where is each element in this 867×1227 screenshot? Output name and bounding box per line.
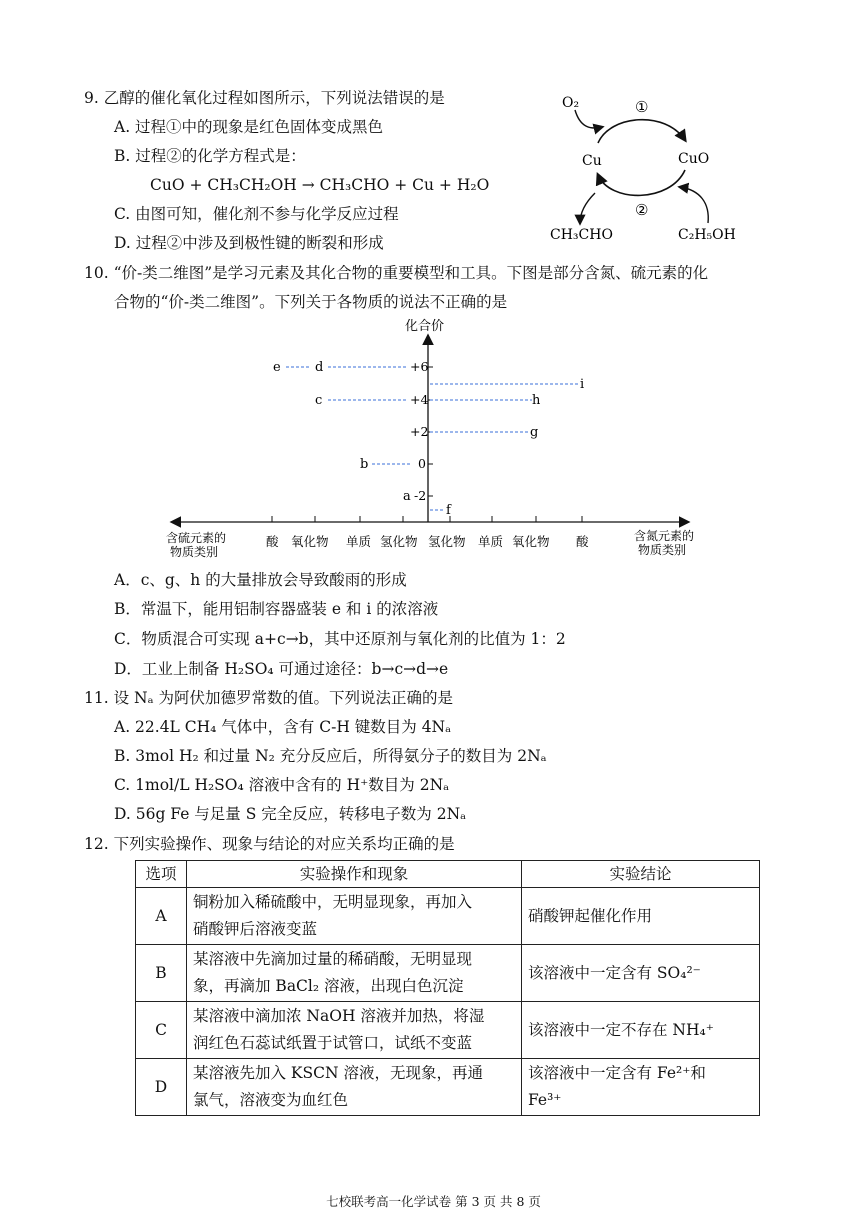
cuo-label: CuO [678, 151, 710, 167]
ch3cho-arrow [580, 193, 595, 223]
q9-option-a: A. 过程①中的现象是红色固体变成黑色 [114, 118, 384, 136]
header-conclusion: 实验结论 [522, 861, 760, 888]
q9-stem: 9. 乙醇的催化氧化过程如图所示，下列说法错误的是 [84, 89, 445, 107]
point-b: b [360, 457, 369, 472]
step2-label: ② [635, 201, 649, 219]
q12-stem: 12. 下列实验操作、现象与结论的对应关系均正确的是 [84, 835, 455, 853]
row-operation: 某溶液中先滴加过量的稀硝酸，无明显现 象，再滴加 BaCl₂ 溶液，出现白色沉淀 [187, 945, 522, 1002]
experiment-table [135, 860, 760, 1116]
q10-option-a: A．c、g、h 的大量排放会导致酸雨的形成 [114, 571, 407, 589]
point-c: c [315, 393, 323, 408]
header-operation: 实验操作和现象 [187, 861, 522, 888]
table-row [136, 1059, 760, 1116]
cat-s-element: 单质 [346, 534, 372, 549]
cu-label: Cu [582, 153, 602, 169]
valence-class-chart [160, 314, 710, 564]
right-axis-label-2: 物质类别 [638, 543, 687, 557]
q9-option-b: B. 过程②的化学方程式是： [114, 147, 306, 165]
q10-option-b: B．常温下，能用铝制容器盛装 e 和 i 的浓溶液 [114, 600, 439, 618]
row-conclusion: 该溶液中一定不存在 NH₄⁺ [522, 1002, 760, 1059]
left-axis-label-1: 含硫元素的 [166, 531, 227, 545]
right-axis-label-1: 含氮元素的 [634, 529, 695, 543]
step1-label: ① [635, 98, 649, 116]
cat-s-hydride: 氢化物 [380, 534, 418, 549]
q9-option-c: C. 由图可知，催化剂不参与化学反应过程 [114, 205, 399, 223]
tick-plus6: +6 [410, 359, 429, 374]
point-e: e [273, 360, 281, 375]
cat-n-acid: 酸 [576, 534, 589, 549]
row-conclusion: 硝酸钾起催化作用 [522, 888, 760, 945]
row-option: B [136, 945, 187, 1002]
page-footer: 七校联考高一化学试卷 第 3 页 共 8 页 [326, 1194, 541, 1209]
cat-n-oxide: 氧化物 [512, 534, 550, 549]
q11-option-d: D. 56g Fe 与足量 S 完全反应，转移电子数为 2Nₐ [114, 805, 467, 823]
q9-equation: CuO + CH₃CH₂OH → CH₃CHO + Cu + H₂O [150, 176, 490, 194]
row-option: A [136, 888, 187, 945]
header-option: 选项 [136, 861, 187, 888]
catalysis-cycle-diagram [540, 85, 765, 250]
row-operation: 某溶液先加入 KSCN 溶液，无现象，再通 氯气，溶液变为血红色 [187, 1059, 522, 1116]
q10-stem-line2: 合物的“价-类二维图”。下列关于各物质的说法不正确的是 [114, 293, 508, 311]
left-axis-label-2: 物质类别 [170, 545, 219, 559]
c2h5oh-arrow [680, 187, 708, 223]
q11-stem: 11. 设 Nₐ 为阿伏加德罗常数的值。下列说法正确的是 [84, 689, 453, 707]
point-f: f [446, 503, 451, 518]
cycle-arc-bottom [598, 170, 685, 195]
tick-plus2: +2 [410, 424, 429, 439]
ch3cho-label: CH₃CHO [550, 227, 613, 243]
cat-n-element: 单质 [478, 534, 504, 549]
cycle-arc-top [598, 120, 685, 143]
q10-stem-line1: 10. “价-类二维图”是学习元素及其化合物的重要模型和工具。下图是部分含氮、硫元素的化 [84, 264, 709, 282]
tick-minus2: -2 [414, 488, 427, 503]
c2h5oh-label: C₂H₅OH [678, 227, 736, 243]
y-axis-label: 化合价 [405, 319, 445, 334]
q10-option-d: D．工业上制备 H₂SO₄ 可通过途径：b→c→d→e [114, 660, 449, 678]
table-header-row [136, 861, 760, 888]
point-i: i [580, 377, 585, 392]
cat-s-oxide: 氧化物 [291, 534, 329, 549]
row-option: D [136, 1059, 187, 1116]
o2-arrow [575, 110, 602, 128]
o2-label: O₂ [562, 95, 580, 111]
cat-s-acid: 酸 [266, 534, 279, 549]
q11-option-a: A. 22.4L CH₄ 气体中，含有 C-H 键数目为 4Nₐ [114, 718, 452, 736]
q10-option-c: C．物质混合可实现 a+c→b，其中还原剂与氧化剂的比值为 1：2 [114, 630, 566, 648]
q11-option-c: C. 1mol/L H₂SO₄ 溶液中含有的 H⁺数目为 2Nₐ [114, 776, 450, 794]
cat-n-hydride: 氢化物 [428, 534, 466, 549]
row-option: C [136, 1002, 187, 1059]
table-row [136, 1002, 760, 1059]
table-row [136, 945, 760, 1002]
row-operation: 铜粉加入稀硫酸中，无明显现象，再加入 硝酸钾后溶液变蓝 [187, 888, 522, 945]
row-conclusion: 该溶液中一定含有 Fe²⁺和 Fe³⁺ [522, 1059, 760, 1116]
tick-0: 0 [418, 456, 426, 471]
point-d: d [315, 360, 324, 375]
row-conclusion: 该溶液中一定含有 SO₄²⁻ [522, 945, 760, 1002]
row-operation: 某溶液中滴加浓 NaOH 溶液并加热，将湿 润红色石蕊试纸置于试管口，试纸不变蓝 [187, 1002, 522, 1059]
table-row [136, 888, 760, 945]
point-h: h [532, 393, 541, 408]
q11-option-b: B. 3mol H₂ 和过量 N₂ 充分反应后，所得氨分子的数目为 2Nₐ [114, 747, 547, 765]
point-a: a [403, 489, 411, 504]
point-g: g [530, 425, 539, 440]
q9-option-d: D. 过程②中涉及到极性键的断裂和形成 [114, 234, 384, 252]
tick-plus4: +4 [410, 392, 429, 407]
